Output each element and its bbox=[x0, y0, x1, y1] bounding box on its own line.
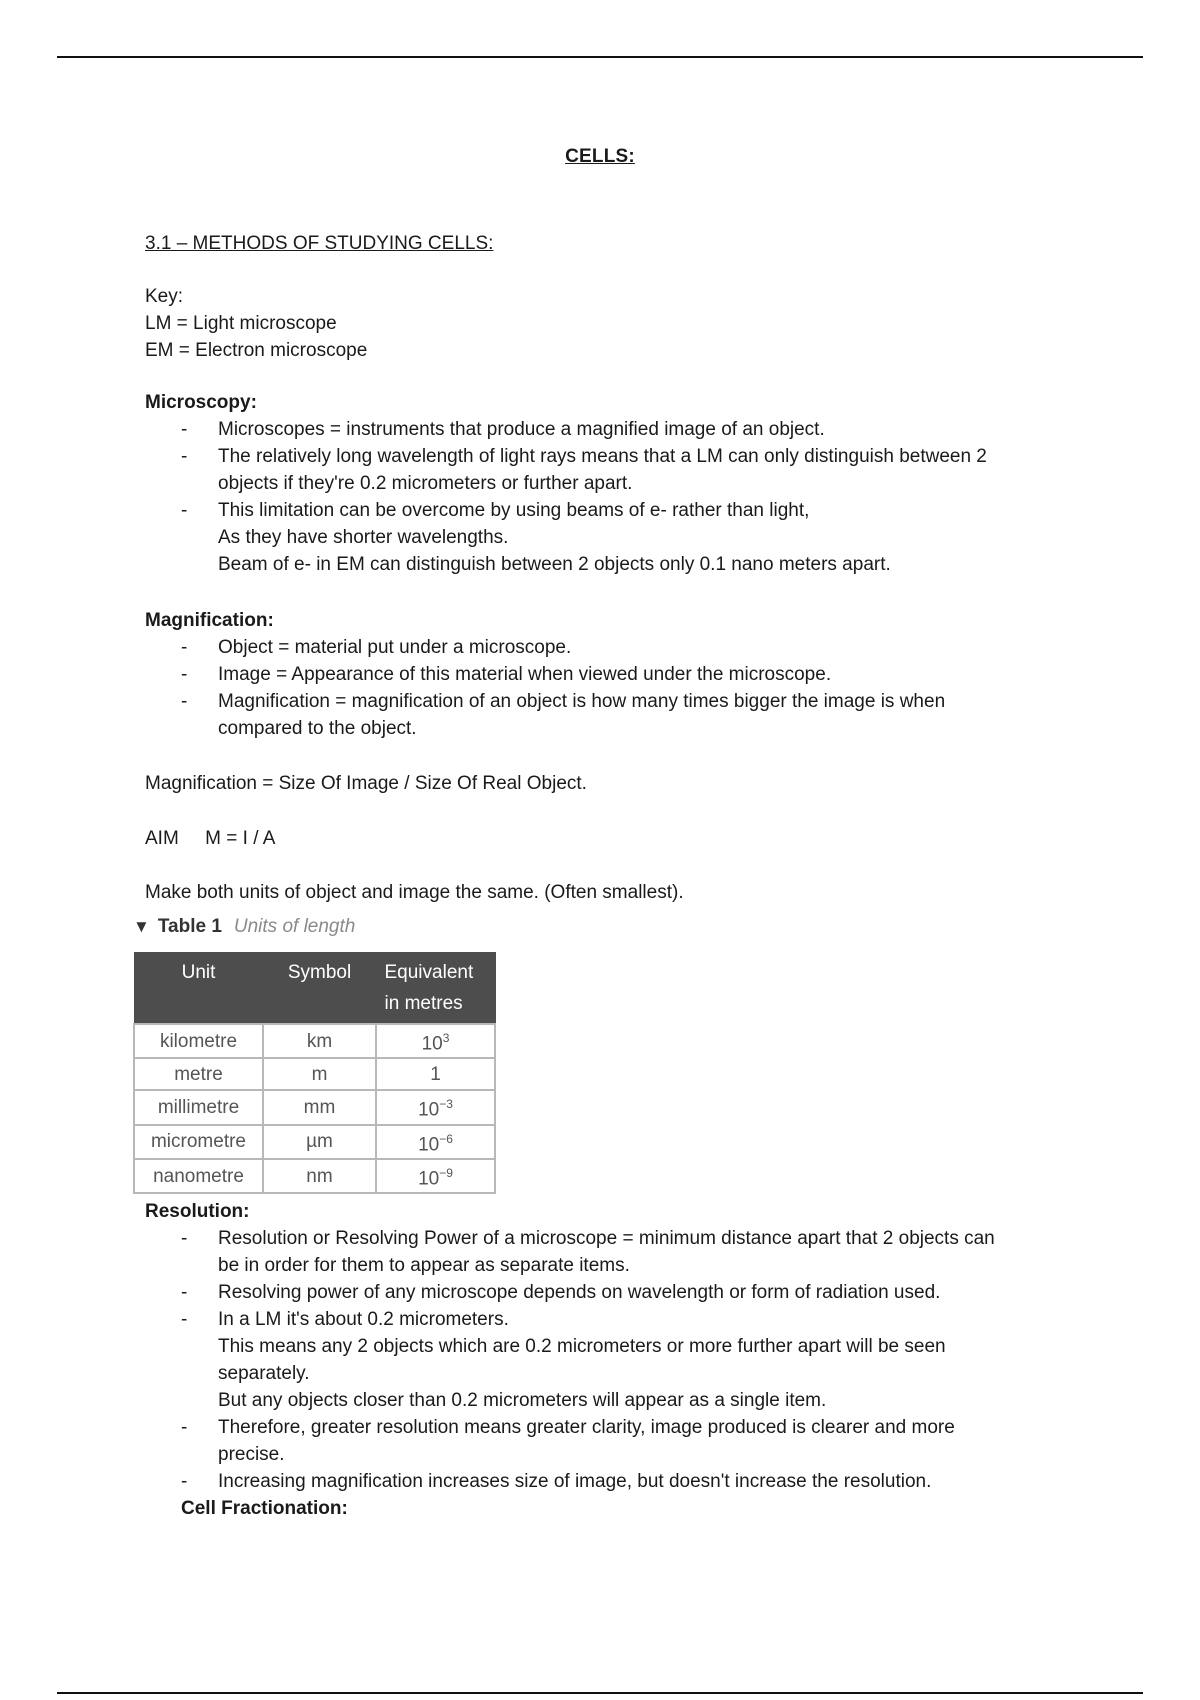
key-line-em: EM = Electron microscope bbox=[145, 340, 368, 361]
list-item-text: This means any 2 objects which are 0.2 micrometers or more further apart will be seen bbox=[218, 1336, 946, 1357]
list-item-text: precise. bbox=[218, 1444, 285, 1465]
table-row bbox=[134, 1058, 495, 1090]
list-item-text: Therefore, greater resolution means greater clarity, image produced is clearer and more bbox=[218, 1417, 955, 1438]
list-item-text: This limitation can be overcome by using beams of e- rather than light, bbox=[218, 500, 810, 521]
list-item bbox=[145, 1306, 1065, 1414]
cell-equivalent bbox=[376, 1090, 495, 1124]
list-item-text: As they have shorter wavelengths. bbox=[218, 527, 509, 548]
list-item-text: Beam of e- in EM can distinguish between 2 objects only 0.1 nano meters apart. bbox=[218, 554, 891, 575]
cell-unit: millimetre bbox=[134, 1090, 263, 1124]
header-symbol: Symbol bbox=[263, 953, 376, 1025]
list-item bbox=[145, 634, 1065, 661]
cell-equivalent-exponent: −6 bbox=[439, 1131, 453, 1146]
list-item bbox=[145, 497, 1065, 578]
section-heading: 3.1 – METHODS OF STUDYING CELLS: bbox=[145, 233, 494, 254]
resolution-section bbox=[145, 1198, 1065, 1522]
cell-equivalent bbox=[376, 1058, 495, 1090]
cell-symbol: m bbox=[263, 1058, 376, 1090]
cell-equivalent bbox=[376, 1125, 495, 1159]
cell-equivalent bbox=[376, 1159, 495, 1193]
magnification-heading: Magnification: bbox=[145, 610, 274, 631]
units-table-body bbox=[134, 1024, 495, 1193]
resolution-heading: Resolution: bbox=[145, 1201, 250, 1222]
units-note: Make both units of object and image the same. (Often smallest). bbox=[145, 882, 684, 903]
list-item-text: Object = material put under a microscope. bbox=[218, 637, 572, 658]
cell-symbol: nm bbox=[263, 1159, 376, 1193]
cell-equivalent-base: 10 bbox=[421, 1033, 443, 1055]
units-table-wrap bbox=[133, 952, 496, 1194]
list-item bbox=[145, 1468, 1065, 1495]
cell-unit: metre bbox=[134, 1058, 263, 1090]
list-item-text: In a LM it's about 0.2 micrometers. bbox=[218, 1309, 509, 1330]
magnification-list bbox=[145, 634, 1065, 742]
cell-equivalent-exponent: 3 bbox=[442, 1031, 450, 1045]
table-header-row bbox=[134, 953, 495, 1025]
table-caption bbox=[133, 913, 355, 940]
list-item-text: The relatively long wavelength of light rays means that a LM can only distinguish between 2 bbox=[218, 446, 987, 467]
cell-unit: micrometre bbox=[134, 1125, 263, 1159]
cell-fractionation-heading: Cell Fractionation: bbox=[181, 1498, 348, 1519]
table-row bbox=[134, 1024, 495, 1058]
list-item-text: objects if they're 0.2 micrometers or further apart. bbox=[218, 473, 633, 494]
cell-symbol: km bbox=[263, 1024, 376, 1058]
microscopy-heading: Microscopy: bbox=[145, 392, 257, 413]
key-block bbox=[145, 283, 367, 364]
cell-symbol: µm bbox=[263, 1125, 376, 1159]
list-item-text: separately. bbox=[218, 1363, 310, 1384]
table-row bbox=[134, 1125, 495, 1159]
list-item-text: Magnification = magnification of an object is how many times bigger the image is when bbox=[218, 691, 946, 712]
cell-equivalent-base: 10 bbox=[418, 1133, 440, 1155]
list-item-text: Resolution or Resolving Power of a microscope = minimum distance apart that 2 objects can bbox=[218, 1228, 995, 1249]
top-rule bbox=[57, 56, 1143, 58]
cell-equivalent bbox=[376, 1024, 495, 1058]
list-item-text: Increasing magnification increases size of image, but doesn't increase the resolution. bbox=[218, 1471, 932, 1492]
magnification-section bbox=[145, 607, 1065, 742]
key-line-lm: LM = Light microscope bbox=[145, 313, 337, 334]
microscopy-list bbox=[145, 416, 1065, 578]
key-label: Key: bbox=[145, 286, 184, 307]
cell-equivalent-base: 10 bbox=[418, 1168, 440, 1190]
bottom-rule bbox=[57, 1692, 1143, 1694]
cell-equivalent-base: 10 bbox=[418, 1099, 440, 1121]
page-title: CELLS: bbox=[565, 146, 635, 167]
list-item-text: compared to the object. bbox=[218, 718, 417, 739]
header-unit: Unit bbox=[134, 953, 263, 1025]
triangle-down-icon: ▼ bbox=[133, 917, 150, 936]
header-equivalent-line1: Equivalent bbox=[384, 962, 474, 983]
list-item bbox=[145, 1414, 1065, 1468]
list-item bbox=[145, 688, 1065, 742]
list-item bbox=[145, 1279, 1065, 1306]
units-table bbox=[133, 952, 496, 1194]
table-row bbox=[134, 1159, 495, 1193]
cell-equivalent-base: 1 bbox=[430, 1063, 441, 1085]
list-item bbox=[145, 416, 1065, 443]
cell-unit: kilometre bbox=[134, 1024, 263, 1058]
list-item-text: Image = Appearance of this material when viewed under the microscope. bbox=[218, 664, 832, 685]
list-item bbox=[145, 1225, 1065, 1279]
table-number: Table 1 bbox=[157, 916, 222, 937]
header-equivalent-line2: in metres bbox=[384, 993, 463, 1014]
cell-equivalent-exponent: −3 bbox=[439, 1097, 453, 1112]
list-item-text: Microscopes = instruments that produce a magnified image of an object. bbox=[218, 419, 825, 440]
list-item bbox=[145, 443, 1065, 497]
aim-formula: AIM M = I / A bbox=[145, 828, 276, 849]
cell-unit: nanometre bbox=[134, 1159, 263, 1193]
list-item-text: Resolving power of any microscope depends on wavelength or form of radiation used. bbox=[218, 1282, 941, 1303]
header-equivalent bbox=[376, 953, 495, 1025]
list-item-text: be in order for them to appear as separate items. bbox=[218, 1255, 630, 1276]
list-item bbox=[145, 661, 1065, 688]
magnification-formula: Magnification = Size Of Image / Size Of Real Object. bbox=[145, 773, 587, 794]
table-title: Units of length bbox=[233, 916, 356, 937]
resolution-list bbox=[145, 1225, 1065, 1495]
microscopy-section bbox=[145, 389, 1065, 578]
table-row bbox=[134, 1090, 495, 1124]
list-item-text: But any objects closer than 0.2 micrometers will appear as a single item. bbox=[218, 1390, 827, 1411]
cell-symbol: mm bbox=[263, 1090, 376, 1124]
cell-equivalent-exponent: −9 bbox=[439, 1165, 453, 1180]
